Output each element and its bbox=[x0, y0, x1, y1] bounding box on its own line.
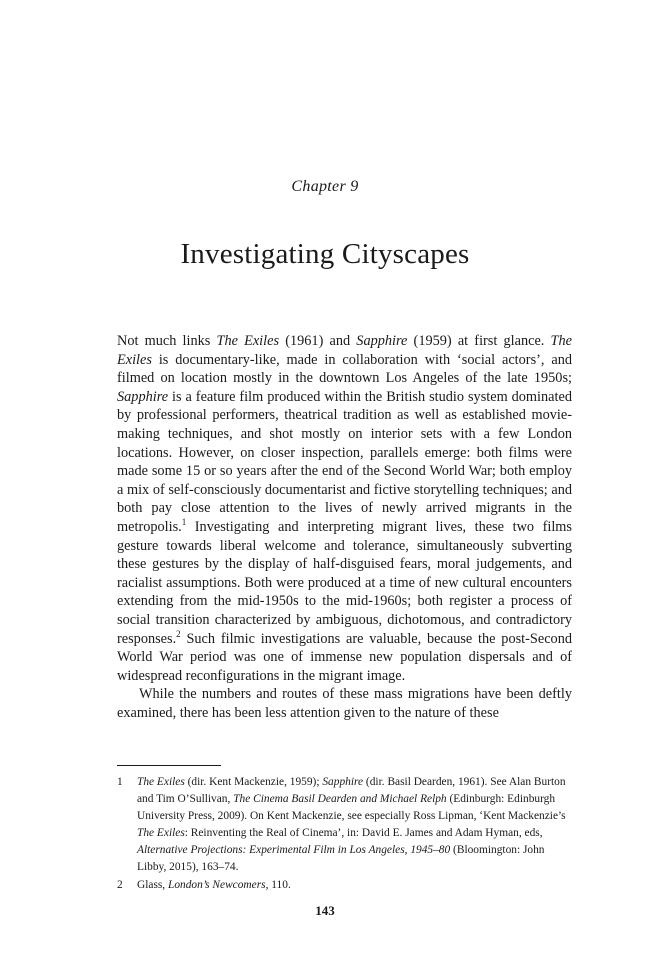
text-run: Such filmic investigations are valuable, because the post-Second World War period was one of immense new population dispersals and of widespread reconfigurations in the migrant image. bbox=[117, 630, 572, 684]
footnote-number: 1 bbox=[117, 776, 123, 788]
text-run: (1961) and bbox=[279, 333, 357, 349]
italic-title: The Exiles bbox=[117, 333, 572, 368]
footnote-marker: 1 bbox=[181, 517, 187, 528]
italic-title: The Cinema Basil Dearden and Michael Relph bbox=[233, 793, 447, 806]
italic-title: Sapphire bbox=[356, 333, 408, 349]
text-run: (dir. Kent Mackenzie, 1959); bbox=[184, 776, 323, 788]
paragraph-2: While the numbers and routes of these mass migrations have been deftly examined, there has been less attention given to the nature of these bbox=[117, 686, 572, 721]
paragraph-1 bbox=[117, 332, 572, 685]
footnote-text bbox=[137, 877, 572, 894]
text-run: : Reinventing the Real of Cinema’, in: David E. James and Adam Hyman, eds, bbox=[184, 827, 543, 840]
italic-title: Sapphire bbox=[117, 388, 169, 405]
body-text bbox=[117, 332, 572, 722]
text-run: , 110. bbox=[265, 878, 291, 891]
text-run: is documentary-like, made in collaboration with ‘social actors’, and filmed on location mostly in the downtown Los Angeles of the late 1950s; bbox=[117, 351, 572, 387]
footnote-divider bbox=[117, 765, 221, 766]
footnote-number: 2 bbox=[117, 878, 123, 891]
italic-title: Sapphire bbox=[322, 776, 364, 788]
footnote-marker: 2 bbox=[176, 628, 181, 639]
italic-title: Alternative Projections: Experimental Film in Los Angeles, 1945–80 bbox=[137, 844, 451, 857]
italic-title: The Exiles bbox=[137, 776, 185, 788]
text-run: Investigating and interpreting migrant lives, these two films gesture towards liberal welcome and tolerance, simultaneously subverting these gestures by the display of half-disguised fears, moral judgements, and racialist assumptions. Both were produced at a time of new cultural encounters extending from the mid-1950s to the mid-1960s; both register a process of social transition characterized by ambiguous, dichotomous, and contradictory responses. bbox=[117, 518, 572, 647]
text-run: Not much links bbox=[117, 333, 217, 349]
page-number: 143 bbox=[315, 903, 335, 918]
chapter-label: Chapter 9 bbox=[291, 178, 359, 195]
text-run: (Bloomington: John Libby, 2015), 163–74. bbox=[137, 844, 545, 874]
italic-title: The Exiles bbox=[216, 333, 280, 349]
footnotes bbox=[117, 774, 572, 894]
text-run: Glass, bbox=[137, 878, 169, 891]
italic-title: The Exiles bbox=[137, 827, 185, 840]
footnote-text bbox=[137, 774, 572, 877]
text-run: (Edinburgh: Edinburgh University Press, 2009). On Kent Mackenzie, see especially Ross Lipman, ‘Kent Mackenzie’s bbox=[137, 793, 566, 823]
footnote-1 bbox=[117, 774, 572, 877]
italic-title: London’s Newcomers bbox=[168, 878, 266, 891]
footnote-2 bbox=[117, 877, 572, 894]
chapter-title: Investigating Cityscapes bbox=[180, 238, 470, 270]
text-run: is a feature film produced within the British studio system dominated by professional performers, theatrical tradition as well as established movie-making techniques, and shot mostly on interior sets with a few London locations. However, on closer inspection, parallels emerge: both films were made some 15 or so years after the end of the Second World War; both employ a mix of self-consciously documentarist and fictive storytelling techniques; and both pay close attention to the lives of newly arrived migrants in the metropolis. bbox=[117, 388, 572, 535]
text-run: (1959) at first glance. bbox=[407, 333, 551, 349]
text-run: (dir. Basil Dearden, 1961). See Alan Burton and Tim O’Sullivan, bbox=[137, 776, 566, 806]
